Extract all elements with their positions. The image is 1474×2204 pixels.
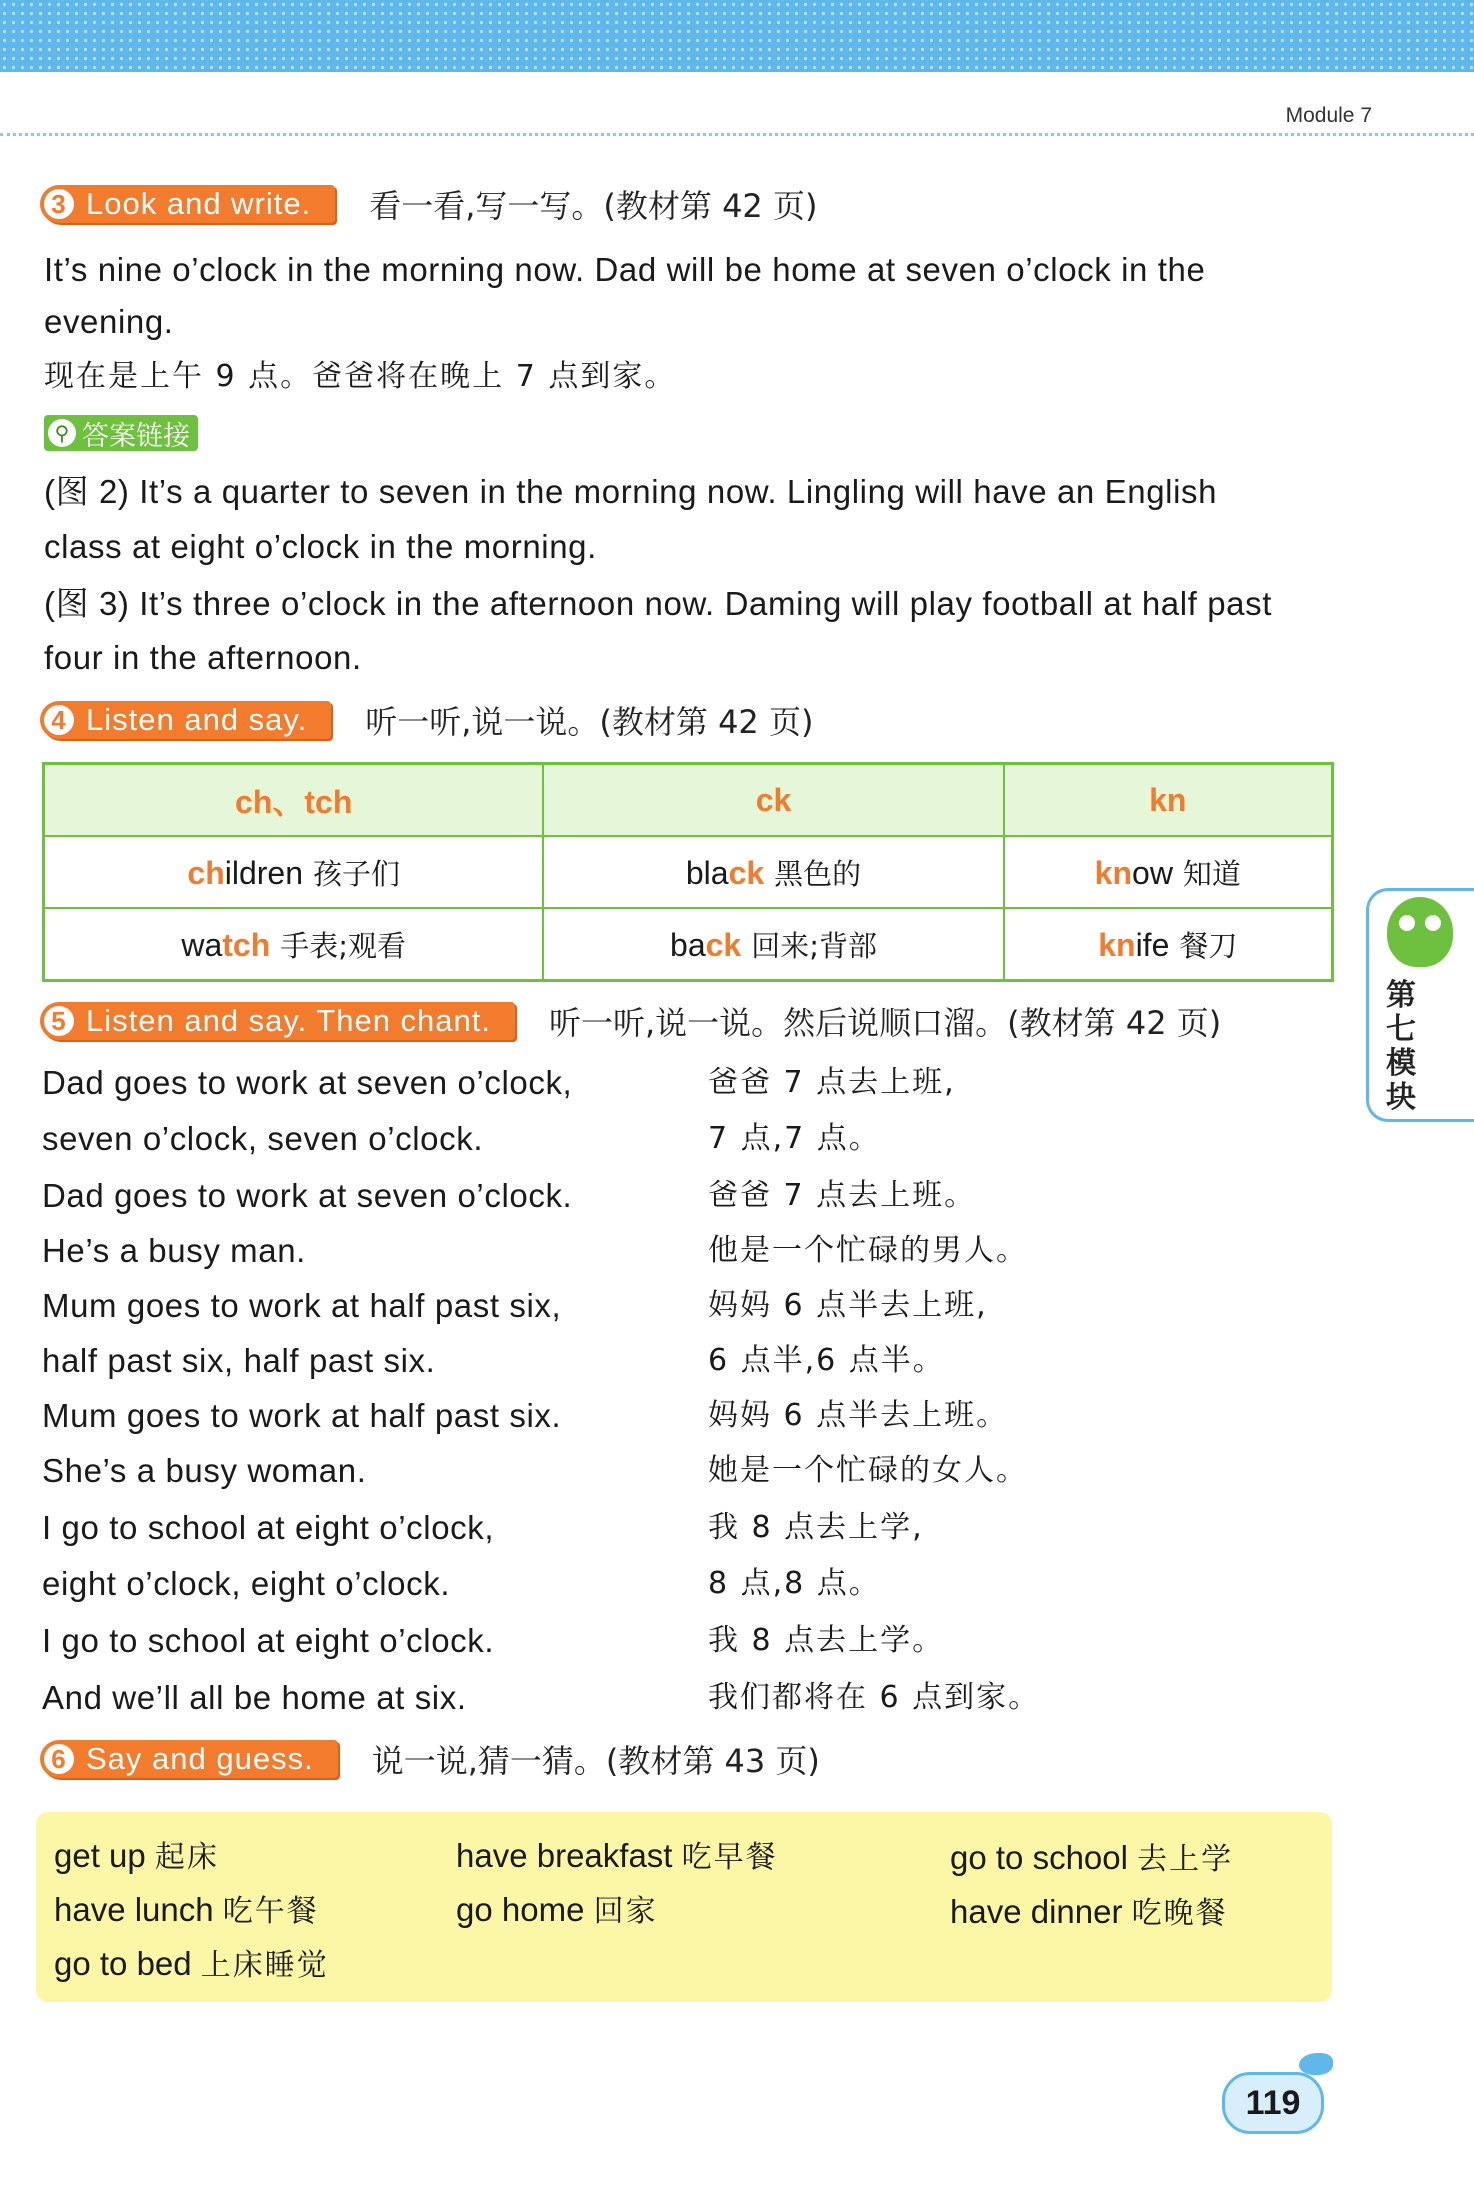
page-number-text: 119: [1245, 2083, 1301, 2122]
section-4-header: [40, 699, 813, 741]
chant-line-en: He’s a busy man.: [42, 1232, 306, 1269]
magnifier-icon: ⚲: [48, 419, 76, 447]
section-3-pill: [40, 185, 335, 223]
chant-line-en: She’s a busy woman.: [42, 1452, 367, 1489]
word-gloss: 餐刀: [1179, 928, 1238, 963]
column-header: kn: [1004, 764, 1333, 837]
chant-line-en: half past six, half past six.: [42, 1342, 436, 1379]
phrase-en: go to bed: [54, 1945, 192, 1982]
text-line: 现在是上午 9 点。爸爸将在晚上 7 点到家。: [44, 359, 677, 394]
column-header: ch、tch: [44, 764, 544, 837]
phrase-cn: 吃晚餐: [1131, 1896, 1228, 1931]
section-cn-title: 看一看,写一写。(教材第 42 页): [369, 187, 818, 225]
chapter-side-tab: [1366, 888, 1474, 1122]
phrase-en: have breakfast: [456, 1837, 673, 1874]
phrase-item: [950, 1888, 1228, 1932]
chant-line-en: seven o’clock, seven o’clock.: [42, 1120, 484, 1157]
section-number: 4: [42, 703, 76, 737]
phrase-item: [54, 1940, 329, 1984]
word-rest: ow: [1132, 854, 1173, 891]
phrase-en: have dinner: [950, 1893, 1123, 1930]
column-header: ck: [543, 764, 1003, 837]
section-number: 5: [42, 1004, 76, 1038]
phrase-en: have lunch: [54, 1891, 214, 1928]
section-title: Look and write.: [86, 186, 312, 221]
chant-line-en: Mum goes to work at half past six.: [42, 1397, 562, 1434]
section-6-pill: [40, 1740, 338, 1778]
phrase-en: get up: [54, 1837, 146, 1874]
phrase-item: [54, 1886, 319, 1930]
module-label: Module 7: [1285, 104, 1372, 127]
highlight-letters: tch: [222, 926, 271, 963]
chant-line-cn: 我 8 点去上学。: [708, 1623, 945, 1658]
table-cell: [44, 908, 544, 981]
phrase-box: [36, 1812, 1332, 2002]
section-6-header: [40, 1738, 820, 1780]
phrase-cn: 去上学: [1137, 1842, 1234, 1877]
section-3-header: [40, 183, 817, 225]
phrase-cn: 吃午餐: [222, 1894, 319, 1929]
highlight-letters: ch: [187, 854, 225, 891]
chant-line-cn: 7 点,7 点。: [708, 1121, 881, 1156]
answer-line: four in the afternoon.: [44, 639, 362, 676]
chapter-label: 第七模块: [1386, 978, 1416, 1115]
answer-line: (图 2) It’s a quarter to seven in the morning now. Lingling will have an English: [44, 473, 1218, 510]
table-row: [44, 908, 1333, 981]
section-cn-title: 听一听,说一说。然后说顺口溜。(教材第 42 页): [549, 1004, 1222, 1042]
word-prefix: wa: [181, 926, 223, 963]
chant-line-cn: 爸爸 7 点去上班,: [708, 1065, 956, 1100]
chant-line-en: Dad goes to work at seven o’clock,: [42, 1064, 573, 1101]
section-number: 3: [42, 187, 76, 221]
table-header-row: [44, 764, 1333, 837]
table-cell: [1004, 908, 1333, 981]
phrase-item: [456, 1886, 658, 1930]
chant-line-cn: 她是一个忙碌的女人。: [708, 1453, 1028, 1488]
section-cn-title: 说一说,猜一猜。(教材第 43 页): [371, 1742, 820, 1780]
section-cn-title: 听一听,说一说。(教材第 42 页): [365, 703, 814, 741]
table-cell: [543, 908, 1003, 981]
mascot-icon: [1387, 897, 1453, 967]
word-gloss: 知道: [1182, 856, 1241, 891]
chant-line-cn: 妈妈 6 点半去上班。: [708, 1398, 1009, 1433]
phonics-table: [42, 762, 1334, 982]
phrase-item: [456, 1832, 778, 1876]
phrase-en: go home: [456, 1891, 585, 1928]
word-gloss: 黑色的: [774, 856, 862, 891]
table-cell: [543, 836, 1003, 908]
highlight-letters: ck: [705, 926, 742, 963]
highlight-letters: kn: [1098, 926, 1136, 963]
highlight-letters: kn: [1094, 854, 1133, 891]
section-4-pill: [40, 701, 331, 739]
text-line: evening.: [44, 303, 174, 340]
section-5-header: [40, 1000, 1221, 1042]
top-banner: [0, 0, 1474, 72]
chant-line-cn: 我们都将在 6 点到家。: [708, 1680, 1041, 1715]
word-gloss: 手表;观看: [280, 928, 407, 963]
chant-line-cn: 他是一个忙碌的男人。: [708, 1233, 1028, 1268]
section-title: Listen and say. Then chant.: [86, 1003, 491, 1038]
page-number: [1222, 2072, 1324, 2134]
table-row: [44, 836, 1333, 908]
chant-line-cn: 妈妈 6 点半去上班,: [708, 1288, 988, 1323]
chant-line-en: Dad goes to work at seven o’clock.: [42, 1177, 573, 1214]
word-rest: ife: [1135, 926, 1170, 963]
word-prefix: bla: [685, 854, 729, 891]
section-number: 6: [42, 1742, 76, 1776]
chant-line-cn: 6 点半,6 点半。: [708, 1343, 945, 1378]
dolphin-icon: [1299, 2053, 1333, 2075]
chant-line-en: eight o’clock, eight o’clock.: [42, 1565, 451, 1602]
phrase-cn: 上床睡觉: [200, 1948, 329, 1983]
section-title: Say and guess.: [86, 1741, 314, 1776]
word-gloss: 孩子们: [313, 856, 401, 891]
word-prefix: ba: [670, 926, 706, 963]
answer-label: 答案链接: [82, 420, 190, 452]
header-divider: [0, 133, 1474, 136]
chant-line-en: I go to school at eight o’clock,: [42, 1509, 495, 1546]
chant-line-en: Mum goes to work at half past six,: [42, 1287, 562, 1324]
answer-line: (图 3) It’s three o’clock in the afternoon now. Daming will play football at half past: [44, 585, 1272, 622]
text-line: It’s nine o’clock in the morning now. Dad will be home at seven o’clock in the: [44, 251, 1206, 288]
answer-link-badge: [44, 415, 198, 451]
phrase-cn: 吃早餐: [681, 1840, 778, 1875]
chant-line-cn: 我 8 点去上学,: [708, 1510, 924, 1545]
word-rest: ildren: [224, 854, 303, 891]
phrase-cn: 回家: [593, 1894, 658, 1929]
phrase-item: [54, 1832, 219, 1876]
phrase-cn: 起床: [154, 1840, 219, 1875]
phrase-en: go to school: [950, 1839, 1128, 1876]
table-cell: [1004, 836, 1333, 908]
section-title: Listen and say.: [86, 702, 308, 737]
word-gloss: 回来;背部: [751, 928, 877, 963]
chant-line-en: And we’ll all be home at six.: [42, 1679, 467, 1716]
answer-line: class at eight o’clock in the morning.: [44, 528, 597, 565]
chant-line-en: I go to school at eight o’clock.: [42, 1622, 495, 1659]
chant-line-cn: 8 点,8 点。: [708, 1566, 881, 1601]
table-cell: [44, 836, 544, 908]
phrase-item: [950, 1834, 1233, 1878]
chant-line-cn: 爸爸 7 点去上班。: [708, 1178, 977, 1213]
highlight-letters: ck: [728, 854, 765, 891]
section-5-pill: [40, 1002, 515, 1040]
